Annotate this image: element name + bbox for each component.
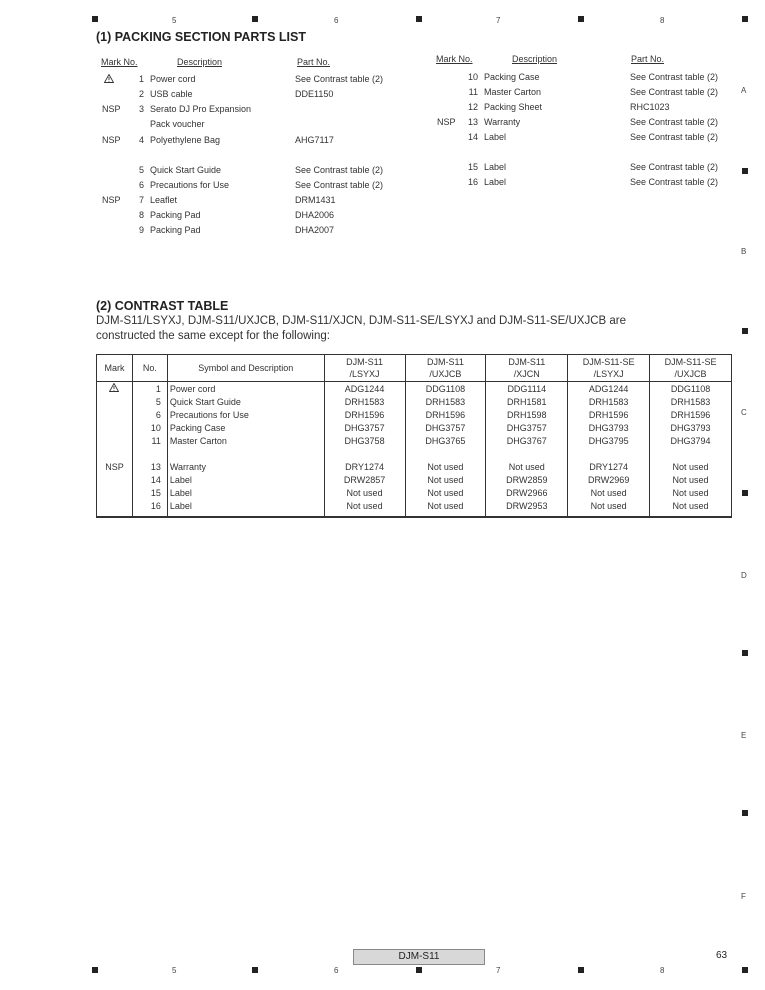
spacer-cell: [97, 448, 133, 461]
page-number: 63: [716, 950, 728, 961]
mark-cell: [97, 422, 133, 435]
header-model: DJM-S11 /XJCN: [486, 355, 568, 382]
item-number: 16: [467, 177, 478, 187]
registration-mark: [742, 168, 748, 174]
part-number-cell: DRW2857: [324, 474, 405, 487]
part-number-cell: DHG3767: [486, 435, 568, 448]
table-row: [97, 500, 732, 517]
item-description: Quick Start Guide: [150, 165, 222, 175]
part-number-cell: DRH1596: [650, 409, 732, 422]
item-number: 4: [138, 135, 144, 145]
registration-mark: [92, 967, 98, 973]
table-row: [97, 461, 732, 474]
mark-label: NSP: [102, 135, 121, 145]
spacer-row: [97, 448, 732, 461]
part-number-cell: DRY1274: [324, 461, 405, 474]
item-description: Warranty: [484, 117, 521, 127]
column-marker: 7: [496, 966, 501, 975]
item-description: Label: [484, 162, 507, 172]
spacer-cell: [167, 448, 324, 461]
registration-mark: [92, 16, 98, 22]
item-part-number: DRM1431: [295, 195, 336, 205]
registration-mark: [742, 650, 748, 656]
item-part-number: See Contrast table (2): [630, 117, 719, 127]
row-marker: E: [741, 731, 747, 740]
row-marker: B: [741, 247, 747, 256]
part-number-cell: Not used: [650, 461, 732, 474]
footer-model-label: DJM-S11: [353, 949, 485, 965]
mark-cell: [97, 382, 133, 397]
part-number-cell: Not used: [486, 461, 568, 474]
column-marker: 8: [660, 16, 665, 25]
table-row: [97, 487, 732, 500]
registration-mark: [742, 16, 748, 22]
part-number-cell: DRH1583: [650, 396, 732, 409]
table-row: [97, 435, 732, 448]
part-number-cell: DRH1596: [568, 409, 650, 422]
description-cell: Power cord: [167, 382, 324, 397]
row-marker: D: [741, 571, 747, 580]
column-header-mark-no: Mark No.: [436, 54, 473, 64]
item-description: USB cable: [150, 89, 193, 99]
header-model: DJM-S11-SE /UXJCB: [650, 355, 732, 382]
item-part-number: See Contrast table (2): [295, 74, 384, 84]
mark-cell: [97, 487, 133, 500]
item-number: 11: [468, 87, 478, 97]
part-number-cell: Not used: [405, 487, 486, 500]
number-cell: 6: [132, 409, 167, 422]
description-cell: Precautions for Use: [167, 409, 324, 422]
part-number-cell: Not used: [324, 487, 405, 500]
item-number: 15: [467, 162, 478, 172]
row-marker: F: [741, 892, 746, 901]
item-number: 9: [138, 225, 144, 235]
column-header-description: Description: [512, 54, 558, 64]
header-model: DJM-S11 /UXJCB: [405, 355, 486, 382]
registration-mark: [742, 810, 748, 816]
number-cell: 14: [132, 474, 167, 487]
item-part-number: See Contrast table (2): [630, 162, 719, 172]
item-number: 6: [138, 180, 144, 190]
part-number-cell: DHG3757: [324, 422, 405, 435]
item-number: 3: [138, 104, 144, 114]
column-marker: 5: [172, 966, 177, 975]
number-cell: 13: [132, 461, 167, 474]
part-number-cell: Not used: [650, 487, 732, 500]
part-number-cell: DRH1583: [568, 396, 650, 409]
mark-cell: [97, 474, 133, 487]
part-number-cell: DDG1108: [650, 382, 732, 397]
description-cell: Label: [167, 487, 324, 500]
part-number-cell: DRW2966: [486, 487, 568, 500]
part-number-cell: Not used: [405, 474, 486, 487]
registration-mark: [252, 967, 258, 973]
part-number-cell: DHG3795: [568, 435, 650, 448]
registration-mark: [578, 967, 584, 973]
row-marker: A: [741, 86, 747, 95]
part-number-cell: DRH1596: [405, 409, 486, 422]
warning-icon: [104, 74, 114, 85]
item-description: Leaflet: [150, 195, 178, 205]
warning-icon: [109, 383, 119, 392]
part-number-cell: DRW2859: [486, 474, 568, 487]
part-number-cell: DRW2953: [486, 500, 568, 517]
registration-mark: [742, 967, 748, 973]
item-description: Polyethylene Bag: [150, 135, 221, 145]
part-number-cell: Not used: [405, 500, 486, 517]
item-part-number: RHC1023: [630, 102, 670, 112]
part-number-cell: DRW2969: [568, 474, 650, 487]
item-description: Pack voucher: [150, 119, 205, 129]
header-model: DJM-S11 /LSYXJ: [324, 355, 405, 382]
item-part-number: See Contrast table (2): [630, 132, 719, 142]
part-number-cell: DHG3758: [324, 435, 405, 448]
item-description: Packing Pad: [150, 210, 201, 220]
item-description: Serato DJ Pro Expansion: [150, 104, 252, 114]
registration-mark: [742, 490, 748, 496]
item-number: 7: [138, 195, 144, 205]
spacer-cell: [132, 448, 167, 461]
item-part-number: DHA2007: [295, 225, 335, 235]
part-number-cell: DRH1583: [405, 396, 486, 409]
header-model: DJM-S11-SE /LSYXJ: [568, 355, 650, 382]
description-cell: Quick Start Guide: [167, 396, 324, 409]
part-number-cell: DRH1581: [486, 396, 568, 409]
mark-cell: NSP: [97, 461, 133, 474]
spacer-cell: [486, 448, 568, 461]
item-description: Power cord: [150, 74, 196, 84]
part-number-cell: Not used: [324, 500, 405, 517]
item-part-number: See Contrast table (2): [630, 87, 719, 97]
item-part-number: AHG7117: [295, 135, 334, 145]
column-marker: 6: [334, 966, 339, 975]
registration-mark: [252, 16, 258, 22]
spacer-cell: [405, 448, 486, 461]
number-cell: 15: [132, 487, 167, 500]
part-number-cell: ADG1244: [568, 382, 650, 397]
column-marker: 7: [496, 16, 501, 25]
column-header-mark-no: Mark No.: [101, 57, 138, 67]
part-number-cell: DHG3757: [486, 422, 568, 435]
item-part-number: See Contrast table (2): [630, 72, 719, 82]
item-number: 1: [138, 74, 144, 84]
mark-label: NSP: [437, 117, 456, 127]
number-cell: 11: [132, 435, 167, 448]
header-mark: Mark: [97, 355, 133, 382]
item-description: Label: [484, 177, 507, 187]
column-header-part-no: Part No.: [297, 57, 331, 67]
registration-mark: [578, 16, 584, 22]
mark-cell: [97, 396, 133, 409]
item-number: 8: [138, 210, 144, 220]
description-cell: Master Carton: [167, 435, 324, 448]
number-cell: 10: [132, 422, 167, 435]
registration-mark: [742, 328, 748, 334]
part-number-cell: ADG1244: [324, 382, 405, 397]
item-description: Label: [484, 132, 507, 142]
description-cell: Label: [167, 474, 324, 487]
item-part-number: See Contrast table (2): [630, 177, 719, 187]
spacer-cell: [650, 448, 732, 461]
registration-mark: [416, 967, 422, 973]
item-part-number: See Contrast table (2): [295, 180, 384, 190]
number-cell: 5: [132, 396, 167, 409]
part-number-cell: Not used: [650, 474, 732, 487]
part-number-cell: DRH1596: [324, 409, 405, 422]
part-number-cell: Not used: [568, 487, 650, 500]
part-number-cell: Not used: [568, 500, 650, 517]
intro-text: DJM-S11/LSYXJ, DJM-S11/UXJCB, DJM-S11/XJCN, DJM-S11-SE/LSYXJ and DJM-S11-SE/UXJCB are: [96, 315, 626, 327]
table-row: [97, 474, 732, 487]
part-number-cell: Not used: [405, 461, 486, 474]
part-number-cell: DHG3793: [650, 422, 732, 435]
item-part-number: DHA2006: [295, 210, 335, 220]
part-number-cell: DRY1274: [568, 461, 650, 474]
table-row: [97, 382, 732, 397]
header-no: No.: [132, 355, 167, 382]
spacer-cell: [324, 448, 405, 461]
column-header-description: Description: [177, 57, 223, 67]
item-part-number: See Contrast table (2): [295, 165, 384, 175]
row-marker: C: [741, 408, 747, 417]
table-row: [97, 396, 732, 409]
column-marker: 8: [660, 966, 665, 975]
column-marker: 6: [334, 16, 339, 25]
part-number-cell: DHG3765: [405, 435, 486, 448]
part-number-cell: DHG3793: [568, 422, 650, 435]
section-title: (2) CONTRAST TABLE: [96, 299, 229, 313]
item-description: Packing Pad: [150, 225, 201, 235]
part-number-cell: DDG1114: [486, 382, 568, 397]
item-number: 2: [138, 89, 144, 99]
part-number-cell: DRH1583: [324, 396, 405, 409]
item-number: 14: [467, 132, 478, 142]
description-cell: Packing Case: [167, 422, 324, 435]
table-row: [97, 422, 732, 435]
item-number: 12: [467, 102, 478, 112]
mark-cell: [97, 500, 133, 517]
item-number: 5: [138, 165, 144, 175]
section-title: (1) PACKING SECTION PARTS LIST: [96, 30, 306, 44]
item-description: Packing Case: [484, 72, 540, 82]
item-description: Precautions for Use: [150, 180, 230, 190]
mark-label: NSP: [102, 104, 121, 114]
mark-cell: [97, 409, 133, 422]
item-number: 10: [467, 72, 478, 82]
column-marker: 5: [172, 16, 177, 25]
column-header-part-no: Part No.: [631, 54, 665, 64]
number-cell: 16: [132, 500, 167, 517]
part-number-cell: DHG3794: [650, 435, 732, 448]
header-symbol-description: Symbol and Description: [167, 355, 324, 382]
part-number-cell: DRH1598: [486, 409, 568, 422]
description-cell: Label: [167, 500, 324, 517]
warning-icon: [104, 74, 114, 83]
table-header-row: [97, 355, 732, 382]
mark-label: NSP: [102, 195, 121, 205]
item-description: Master Carton: [484, 87, 542, 97]
mark-cell: [97, 435, 133, 448]
table-row: [97, 409, 732, 422]
description-cell: Warranty: [167, 461, 324, 474]
intro-text: constructed the same except for the following:: [96, 330, 330, 342]
number-cell: 1: [132, 382, 167, 397]
part-number-cell: Not used: [650, 500, 732, 517]
registration-mark: [416, 16, 422, 22]
item-number: 13: [467, 117, 478, 127]
part-number-cell: DHG3757: [405, 422, 486, 435]
spacer-cell: [568, 448, 650, 461]
item-part-number: DDE1150: [295, 89, 334, 99]
item-description: Packing Sheet: [484, 102, 543, 112]
contrast-table: [96, 354, 732, 518]
part-number-cell: DDG1108: [405, 382, 486, 397]
